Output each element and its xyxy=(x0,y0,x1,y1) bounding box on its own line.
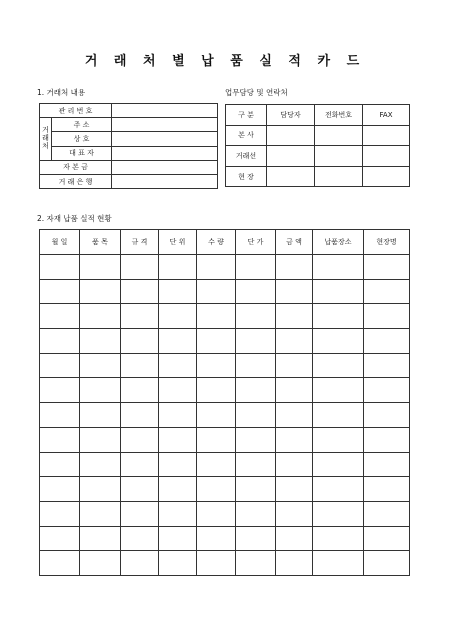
delivery-cell[interactable] xyxy=(197,452,236,477)
delivery-header-unit: 단 위 xyxy=(159,230,197,255)
delivery-cell[interactable] xyxy=(364,477,410,502)
delivery-cell[interactable] xyxy=(159,378,197,403)
delivery-cell[interactable] xyxy=(159,551,197,576)
company-name-field[interactable] xyxy=(112,132,218,146)
delivery-cell[interactable] xyxy=(40,501,80,526)
contact-table xyxy=(225,104,410,187)
delivery-cell[interactable] xyxy=(236,403,276,428)
delivery-cell[interactable] xyxy=(197,551,236,576)
client-group-label: 거래처 xyxy=(40,118,52,161)
delivery-cell[interactable] xyxy=(236,501,276,526)
delivery-header-amount: 금 액 xyxy=(276,230,313,255)
contact-cell[interactable] xyxy=(267,125,315,146)
delivery-cell[interactable] xyxy=(236,551,276,576)
delivery-cell[interactable] xyxy=(159,304,197,329)
table-row xyxy=(40,452,410,477)
delivery-cell[interactable] xyxy=(80,403,121,428)
delivery-cell[interactable] xyxy=(159,477,197,502)
delivery-cell[interactable] xyxy=(276,353,313,378)
table-row xyxy=(40,353,410,378)
table-row xyxy=(40,427,410,452)
delivery-cell[interactable] xyxy=(236,477,276,502)
delivery-header-row xyxy=(40,230,410,255)
delivery-cell[interactable] xyxy=(364,403,410,428)
delivery-cell[interactable] xyxy=(80,427,121,452)
table-row xyxy=(40,329,410,354)
delivery-cell[interactable] xyxy=(80,526,121,551)
delivery-cell[interactable] xyxy=(40,403,80,428)
delivery-header-unit-price: 단 가 xyxy=(236,230,276,255)
delivery-header-delivery-place: 납품장소 xyxy=(313,230,364,255)
delivery-cell[interactable] xyxy=(159,255,197,280)
delivery-cell[interactable] xyxy=(40,329,80,354)
delivery-header-item: 품 목 xyxy=(80,230,121,255)
delivery-cell[interactable] xyxy=(121,501,159,526)
delivery-cell[interactable] xyxy=(236,279,276,304)
delivery-cell[interactable] xyxy=(80,255,121,280)
delivery-cell[interactable] xyxy=(80,452,121,477)
delivery-cell[interactable] xyxy=(121,378,159,403)
delivery-cell[interactable] xyxy=(364,526,410,551)
delivery-cell[interactable] xyxy=(159,353,197,378)
section1-label: 1. 거래처 내용 xyxy=(37,88,86,97)
delivery-cell[interactable] xyxy=(159,427,197,452)
delivery-cell[interactable] xyxy=(197,526,236,551)
delivery-cell[interactable] xyxy=(364,452,410,477)
management-no-label: 관 리 번 호 xyxy=(40,104,112,118)
delivery-cell[interactable] xyxy=(197,255,236,280)
contact-row-label-hq: 본 사 xyxy=(226,125,267,146)
delivery-cell[interactable] xyxy=(159,452,197,477)
table-row xyxy=(40,477,410,502)
contact-header-division: 구 분 xyxy=(226,105,267,126)
delivery-cell[interactable] xyxy=(80,304,121,329)
management-no-field[interactable] xyxy=(112,104,218,118)
address-label: 주 소 xyxy=(52,118,112,132)
contact-header-phone: 전화번호 xyxy=(315,105,363,126)
delivery-cell[interactable] xyxy=(197,477,236,502)
delivery-cell[interactable] xyxy=(121,329,159,354)
delivery-cell[interactable] xyxy=(313,378,364,403)
delivery-cell[interactable] xyxy=(364,353,410,378)
contact-cell[interactable] xyxy=(315,125,363,146)
capital-label: 자 본 금 xyxy=(40,160,112,174)
contact-header-person: 담당자 xyxy=(267,105,315,126)
delivery-cell[interactable] xyxy=(276,255,313,280)
delivery-cell[interactable] xyxy=(197,403,236,428)
delivery-cell[interactable] xyxy=(80,477,121,502)
delivery-cell[interactable] xyxy=(40,477,80,502)
delivery-cell[interactable] xyxy=(236,378,276,403)
delivery-cell[interactable] xyxy=(236,353,276,378)
delivery-cell[interactable] xyxy=(313,477,364,502)
delivery-cell[interactable] xyxy=(276,526,313,551)
delivery-cell[interactable] xyxy=(313,279,364,304)
delivery-record-table xyxy=(39,229,410,576)
representative-label: 대 표 자 xyxy=(52,146,112,160)
delivery-cell[interactable] xyxy=(121,452,159,477)
delivery-cell[interactable] xyxy=(40,255,80,280)
delivery-cell[interactable] xyxy=(80,501,121,526)
delivery-cell[interactable] xyxy=(236,329,276,354)
delivery-cell[interactable] xyxy=(197,304,236,329)
contact-cell[interactable] xyxy=(267,166,315,187)
client-info-table xyxy=(39,103,218,189)
delivery-cell[interactable] xyxy=(121,255,159,280)
representative-field[interactable] xyxy=(112,146,218,160)
delivery-cell[interactable] xyxy=(121,403,159,428)
delivery-cell[interactable] xyxy=(159,279,197,304)
delivery-cell[interactable] xyxy=(40,551,80,576)
delivery-cell[interactable] xyxy=(197,427,236,452)
address-field[interactable] xyxy=(112,118,218,132)
delivery-cell[interactable] xyxy=(364,279,410,304)
delivery-cell[interactable] xyxy=(40,427,80,452)
delivery-cell[interactable] xyxy=(121,279,159,304)
delivery-cell[interactable] xyxy=(159,403,197,428)
delivery-cell[interactable] xyxy=(276,551,313,576)
delivery-cell[interactable] xyxy=(80,378,121,403)
delivery-cell[interactable] xyxy=(313,329,364,354)
delivery-cell[interactable] xyxy=(276,279,313,304)
contact-cell[interactable] xyxy=(315,146,363,167)
table-row xyxy=(40,403,410,428)
delivery-header-quantity: 수 량 xyxy=(197,230,236,255)
table-row xyxy=(40,304,410,329)
delivery-cell[interactable] xyxy=(276,378,313,403)
bank-label: 거 래 은 행 xyxy=(40,174,112,188)
delivery-cell[interactable] xyxy=(364,551,410,576)
delivery-cell[interactable] xyxy=(121,304,159,329)
delivery-cell[interactable] xyxy=(80,353,121,378)
delivery-header-spec: 규 격 xyxy=(121,230,159,255)
delivery-cell[interactable] xyxy=(121,427,159,452)
delivery-cell[interactable] xyxy=(276,403,313,428)
contact-cell[interactable] xyxy=(363,166,410,187)
table-row xyxy=(40,551,410,576)
delivery-cell[interactable] xyxy=(236,526,276,551)
contact-cell[interactable] xyxy=(363,125,410,146)
table-row xyxy=(40,378,410,403)
delivery-cell[interactable] xyxy=(40,279,80,304)
delivery-cell[interactable] xyxy=(80,329,121,354)
capital-field[interactable] xyxy=(112,160,218,174)
delivery-cell[interactable] xyxy=(276,452,313,477)
bank-field[interactable] xyxy=(112,174,218,188)
contact-cell[interactable] xyxy=(315,166,363,187)
delivery-cell[interactable] xyxy=(121,526,159,551)
delivery-cell[interactable] xyxy=(197,279,236,304)
contact-section-label: 업무담당 및 연락처 xyxy=(225,88,288,97)
delivery-cell[interactable] xyxy=(313,427,364,452)
delivery-cell[interactable] xyxy=(276,501,313,526)
delivery-cell[interactable] xyxy=(159,501,197,526)
contact-row-label-site: 현 장 xyxy=(226,166,267,187)
delivery-cell[interactable] xyxy=(236,427,276,452)
section2-label: 2. 자재 납품 실적 현황 xyxy=(37,214,112,223)
delivery-header-date: 월 일 xyxy=(40,230,80,255)
delivery-cell[interactable] xyxy=(236,304,276,329)
table-row xyxy=(40,501,410,526)
delivery-cell[interactable] xyxy=(364,304,410,329)
contact-header-fax: FAX xyxy=(363,105,410,126)
delivery-cell[interactable] xyxy=(40,304,80,329)
delivery-cell[interactable] xyxy=(313,526,364,551)
delivery-cell[interactable] xyxy=(197,378,236,403)
delivery-cell[interactable] xyxy=(364,427,410,452)
delivery-header-site-name: 현장명 xyxy=(364,230,410,255)
table-row xyxy=(40,255,410,280)
delivery-cell[interactable] xyxy=(276,304,313,329)
delivery-cell[interactable] xyxy=(159,329,197,354)
delivery-cell[interactable] xyxy=(40,526,80,551)
delivery-cell[interactable] xyxy=(276,477,313,502)
contact-row-label-client: 거래선 xyxy=(226,146,267,167)
delivery-cell[interactable] xyxy=(364,329,410,354)
delivery-cell[interactable] xyxy=(121,477,159,502)
delivery-cell[interactable] xyxy=(364,501,410,526)
delivery-cell[interactable] xyxy=(276,427,313,452)
delivery-cell[interactable] xyxy=(313,452,364,477)
delivery-cell[interactable] xyxy=(121,551,159,576)
delivery-cell[interactable] xyxy=(40,353,80,378)
delivery-body xyxy=(40,255,410,576)
delivery-cell[interactable] xyxy=(313,353,364,378)
contact-cell[interactable] xyxy=(363,146,410,167)
delivery-cell[interactable] xyxy=(313,501,364,526)
delivery-cell[interactable] xyxy=(236,452,276,477)
table-row xyxy=(40,526,410,551)
company-name-label: 상 호 xyxy=(52,132,112,146)
delivery-cell[interactable] xyxy=(236,255,276,280)
delivery-cell[interactable] xyxy=(364,255,410,280)
page-title: 거 래 처 별 납 품 실 적 카 드 xyxy=(84,54,366,69)
delivery-cell[interactable] xyxy=(197,501,236,526)
table-row xyxy=(40,279,410,304)
delivery-cell[interactable] xyxy=(197,353,236,378)
delivery-cell[interactable] xyxy=(80,279,121,304)
delivery-cell[interactable] xyxy=(313,403,364,428)
delivery-cell[interactable] xyxy=(121,353,159,378)
delivery-cell[interactable] xyxy=(313,255,364,280)
delivery-cell[interactable] xyxy=(313,304,364,329)
delivery-cell[interactable] xyxy=(159,526,197,551)
delivery-cell[interactable] xyxy=(40,452,80,477)
delivery-cell[interactable] xyxy=(40,378,80,403)
delivery-cell[interactable] xyxy=(197,329,236,354)
contact-cell[interactable] xyxy=(267,146,315,167)
delivery-cell[interactable] xyxy=(364,378,410,403)
delivery-cell[interactable] xyxy=(313,551,364,576)
delivery-cell[interactable] xyxy=(80,551,121,576)
delivery-cell[interactable] xyxy=(276,329,313,354)
